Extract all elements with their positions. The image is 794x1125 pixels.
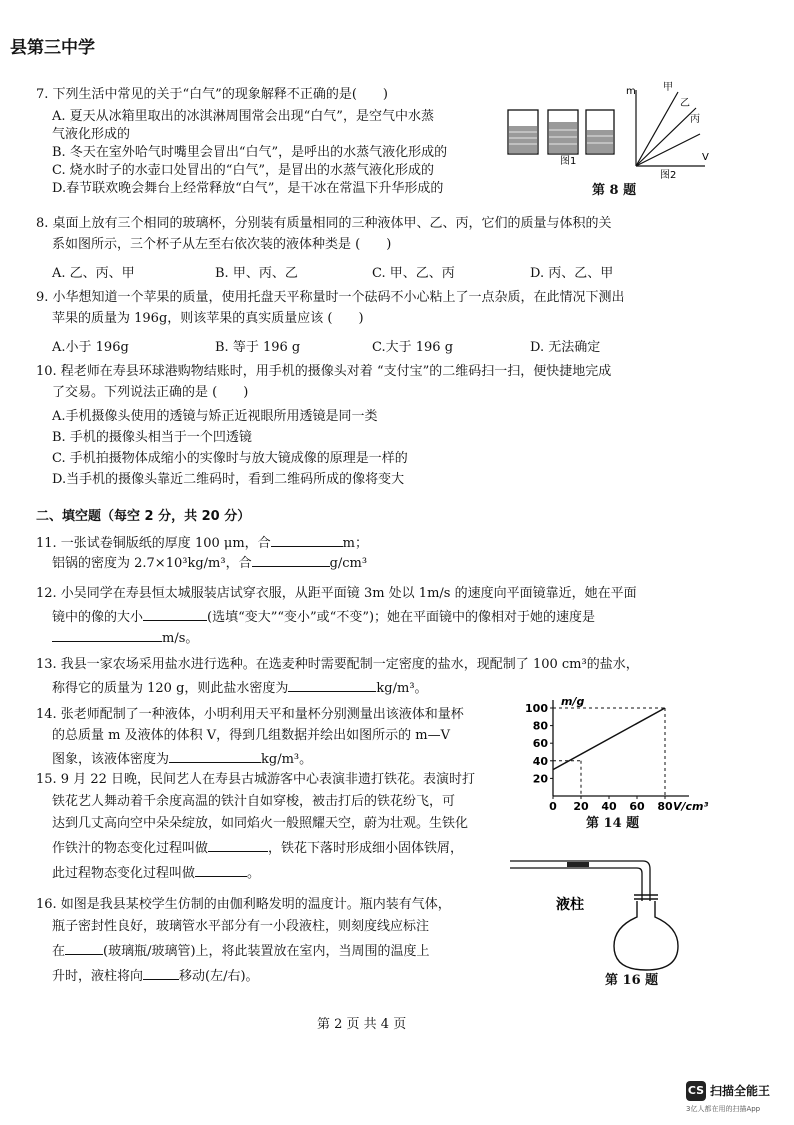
question-15 bbox=[36, 771, 475, 883]
q15-text-5b: 。 bbox=[247, 866, 261, 881]
figure-8 bbox=[500, 80, 715, 190]
fig16-caption: 第 16 题 bbox=[605, 973, 659, 988]
q7-option-d: D.春节联欢晚会舞台上经常释放“白气”，是干冰在常温下升华形成的 bbox=[52, 181, 444, 196]
q13-blank[interactable] bbox=[288, 677, 376, 692]
q8-option-c: C. 甲、乙、丙 bbox=[372, 266, 455, 281]
q12-line-3 bbox=[52, 627, 198, 648]
q12-line-2 bbox=[52, 606, 595, 627]
q15-blank-1[interactable] bbox=[208, 837, 268, 852]
y-axis-label: m/g bbox=[561, 695, 585, 708]
question-7 bbox=[36, 86, 447, 198]
x-tick-label: 0 bbox=[549, 800, 557, 813]
q14-blank[interactable] bbox=[169, 748, 261, 763]
q16-text-3a: 在 bbox=[52, 944, 66, 959]
q10-line-2: 了交易。下列说法正确的是 ( ) bbox=[52, 385, 249, 400]
q9-line-1: 9. 小华想知道一个苹果的质量，使用托盘天平称量时一个砝码不小心粘上了一点杂质，在此情况下测出 bbox=[36, 290, 625, 305]
q10-option-d: D.当手机的摄像头靠近二维码时，看到二维码所成的像将变大 bbox=[52, 472, 405, 487]
question-16 bbox=[36, 896, 451, 986]
x-tick-label: 80 bbox=[657, 800, 673, 813]
q11-unit-2: g/cm³ bbox=[329, 556, 368, 571]
beaker-3 bbox=[586, 110, 614, 154]
q7-stem: 7. 下列生活中常见的关于“白气”的现象解释不正确的是( ) bbox=[36, 87, 388, 102]
y-tick-label: 40 bbox=[532, 754, 548, 768]
q11-line-1 bbox=[36, 532, 368, 553]
q15-blank-2[interactable] bbox=[195, 862, 247, 877]
fig8-axis-m: m bbox=[626, 86, 636, 97]
x-tick-label: 20 bbox=[573, 800, 589, 813]
q15-line-2: 铁花艺人舞动着千余度高温的铁汁自如穿梭，被击打后的铁花纷飞，可 bbox=[52, 794, 456, 809]
q14-line-2: 的总质量 m 及液体的体积 V，得到几组数据并绘出如图所示的 m—V bbox=[52, 728, 450, 743]
q9-line-2: 苹果的质量为 196g，则该苹果的真实质量应该 ( ) bbox=[52, 311, 364, 326]
q11-blank-1[interactable] bbox=[271, 532, 343, 547]
q11-text-2: 铝锅的密度为 2.7×10³kg/m³，合 bbox=[52, 556, 252, 571]
q10-line-1: 10. 程老师在寿县环球港购物结账时，用手机的摄像头对着 “支付宝”的二维码扫一扫，便快捷地完成 bbox=[36, 364, 612, 379]
question-14 bbox=[36, 706, 464, 769]
q15-text-5a: 此过程物态变化过程叫做 bbox=[52, 866, 196, 881]
beaker-1 bbox=[508, 110, 538, 154]
q15-text-4a: 作铁汁的物态变化过程叫做 bbox=[52, 841, 209, 856]
q8-line-2: 系如图所示，三个杯子从左至右依次装的液体种类是 ( ) bbox=[52, 237, 392, 252]
q10-option-c: C. 手机拍摄物体成缩小的实像时与放大镜成像的原理是一样的 bbox=[52, 451, 408, 466]
page-number: 第 2 页 共 4 页 bbox=[317, 1017, 407, 1032]
scanner-slogan: 3亿人都在用的扫描App bbox=[686, 1105, 761, 1113]
question-9 bbox=[36, 289, 625, 328]
fig8-label-2: 图2 bbox=[660, 170, 677, 181]
q16-text-3b: (玻璃瓶/玻璃管)上，将此装置放在室内，当周围的温度上 bbox=[103, 944, 430, 959]
scanner-logo-icon: CS bbox=[686, 1081, 706, 1101]
q9-option-b: B. 等于 196 g bbox=[215, 340, 301, 355]
q11-text-1: 11. 一张试卷铜版纸的厚度 100 μm，合 bbox=[36, 536, 271, 551]
q7-option-b: B. 冬天在室外哈气时嘴里会冒出“白气”，是呼出的水蒸气液化形成的 bbox=[52, 145, 448, 160]
q9-option-a: A.小于 196g bbox=[52, 340, 129, 355]
fig8-label-1: 图1 bbox=[560, 156, 577, 167]
q8-option-d: D. 丙、乙、甲 bbox=[530, 266, 614, 281]
q15-line-1: 15. 9 月 22 日晚，民间艺人在寿县古城游客中心表演非遗打铁花。表演时打 bbox=[36, 772, 476, 787]
q12-text-2b: (选填“变大”“变小”或“不变”)；她在平面镜中的像相对于她的速度是 bbox=[207, 610, 596, 625]
q12-line-1: 12. 小吴同学在寿县恒太城服装店试穿衣服，从距平面镜 3m 处以 1m/s 的速度向平面镜靠近，她在平面 bbox=[36, 586, 637, 601]
section-2-title: 二、填空题（每空 2 分，共 20 分） bbox=[36, 509, 251, 524]
q14-line-1: 14. 张老师配制了一种液体，小明利用天平和量杯分别测量出该液体和量杯 bbox=[36, 707, 464, 722]
q13-text-2a: 称得它的质量为 120 g，则此盐水密度为 bbox=[52, 681, 289, 696]
chart-14-caption: 第 14 题 bbox=[586, 816, 640, 831]
x-tick-label: 60 bbox=[629, 800, 645, 813]
fig8-caption: 第 8 题 bbox=[592, 183, 637, 198]
q11-line-2 bbox=[52, 552, 367, 573]
q7-option-c: C. 烧水时子的水壶口处冒出的“白气”，是冒出的水蒸气液化形成的 bbox=[52, 163, 435, 178]
q16-blank-1[interactable] bbox=[65, 940, 103, 955]
fig8-axis-v: V bbox=[702, 152, 709, 163]
q8-option-a: A. 乙、丙、甲 bbox=[52, 266, 135, 281]
y-tick-label: 100 bbox=[525, 702, 548, 715]
q8-line-1: 8. 桌面上放有三个相同的玻璃杯，分别装有质量相同的三种液体甲、乙、丙，它们的质量与体积的关 bbox=[36, 216, 612, 231]
question-10 bbox=[36, 363, 611, 489]
liquid-column bbox=[567, 862, 589, 867]
scanner-app-name: 扫描全能王 bbox=[710, 1084, 771, 1098]
q16-text-4b: 移动(左/右)。 bbox=[179, 969, 259, 984]
q14-text-3a: 图象，该液体密度为 bbox=[52, 752, 170, 767]
y-tick-label: 60 bbox=[532, 737, 548, 751]
q15-text-4b: ，铁花下落时形成细小固体铁屑， bbox=[268, 841, 464, 856]
liquid-column-label: 液柱 bbox=[556, 897, 584, 913]
q8-option-b: B. 甲、丙、乙 bbox=[215, 266, 298, 281]
q11-blank-2[interactable] bbox=[252, 552, 330, 567]
x-axis-label: V/cm³ bbox=[673, 800, 709, 813]
q12-unit: m/s。 bbox=[162, 631, 199, 646]
q9-option-c: C.大于 196 g bbox=[372, 340, 454, 355]
q12-blank-2[interactable] bbox=[52, 627, 162, 642]
q13-line-2 bbox=[52, 677, 428, 698]
q16-line-2: 瓶子密封性良好，玻璃管水平部分有一小段液柱，则刻度线应标注 bbox=[52, 919, 430, 934]
q12-blank-1[interactable] bbox=[143, 606, 207, 621]
q12-text-2a: 镜中的像的大小 bbox=[52, 610, 144, 625]
q7-option-a1: A. 夏天从冰箱里取出的冰淇淋周围常会出现“白气”，是空气中水蒸 bbox=[52, 109, 434, 124]
q11-unit-1: m； bbox=[342, 536, 368, 551]
mv-axes bbox=[636, 90, 705, 166]
fig8-label-yi: 乙 bbox=[680, 98, 690, 109]
flask bbox=[614, 895, 678, 970]
x-tick-label: 40 bbox=[601, 800, 617, 813]
q15-line-3: 达到几丈高向空中朵朵绽放，如同焰火一般照耀天空，蔚为壮观。生铁化 bbox=[52, 816, 469, 831]
q7-option-a2: 气液化形成的 bbox=[52, 127, 131, 142]
q10-option-b: B. 手机的摄像头相当于一个凹透镜 bbox=[52, 430, 252, 445]
line-yi bbox=[636, 108, 696, 166]
q13-line-1: 13. 我县一家农场采用盐水进行选种。在选麦种时需要配制一定密度的盐水，现配制了 100 cm³的盐水， bbox=[36, 657, 639, 672]
q13-unit: kg/m³。 bbox=[376, 681, 428, 696]
school-header: 县第三中学 bbox=[10, 38, 95, 58]
q10-option-a: A.手机摄像头使用的透镜与矫正近视眼所用透镜是同一类 bbox=[52, 409, 378, 424]
series-line bbox=[553, 708, 665, 770]
figure-16 bbox=[510, 855, 690, 975]
chart-14 bbox=[525, 695, 709, 813]
q16-blank-2[interactable] bbox=[143, 965, 179, 980]
fig8-label-jia: 甲 bbox=[663, 82, 673, 93]
fig8-label-bing: 丙 bbox=[690, 114, 700, 125]
q16-text-4a: 升时，液柱将向 bbox=[52, 969, 144, 984]
beaker-2 bbox=[548, 110, 578, 154]
q9-option-d: D. 无法确定 bbox=[530, 340, 601, 355]
q14-unit: kg/m³。 bbox=[261, 752, 313, 767]
y-tick-label: 80 bbox=[532, 719, 548, 733]
q16-line-1: 16. 如图是我县某校学生仿制的由伽利略发明的温度计。瓶内装有气体， bbox=[36, 897, 451, 912]
question-8 bbox=[36, 215, 612, 254]
y-tick-label: 20 bbox=[532, 772, 548, 786]
